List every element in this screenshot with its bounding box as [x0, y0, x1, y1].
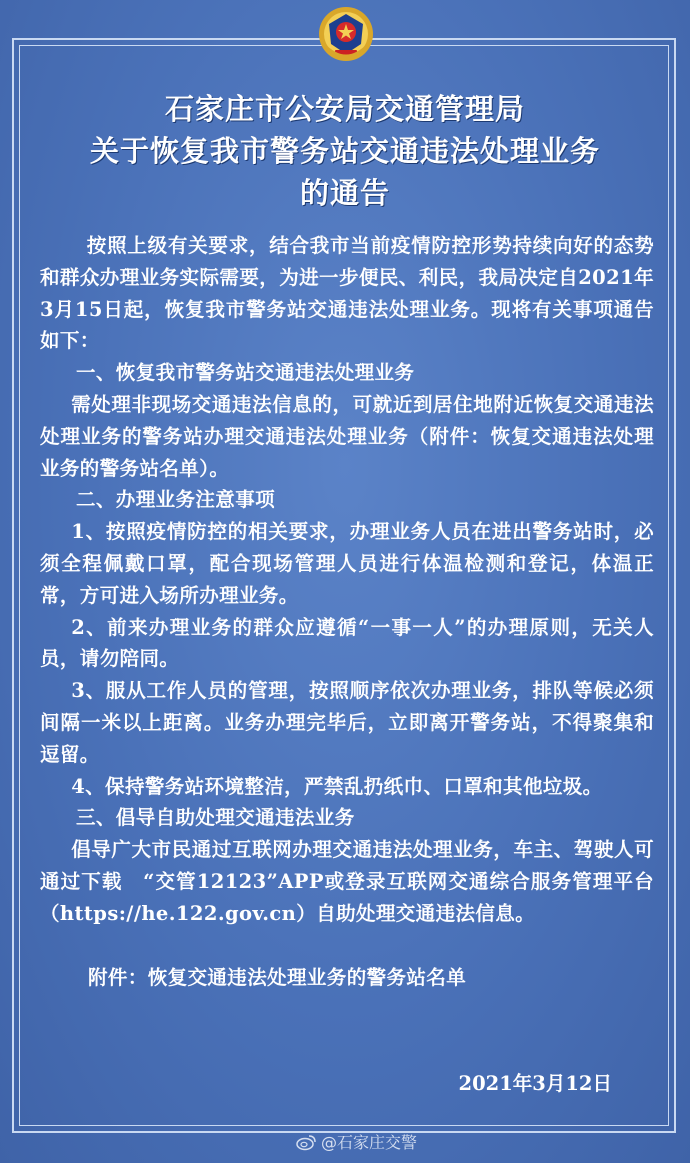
weibo-watermark	[295, 1130, 417, 1153]
item-1: 1、按照疫情防控的相关要求，办理业务人员在进出警务站时，必须全程佩戴口罩，配合现场管理人员进行体温检测和登记，体温正常，方可进入场所办理业务。	[40, 520, 654, 607]
notice-body	[40, 230, 654, 993]
notice-title	[20, 88, 670, 214]
watermark-text: @石家庄交警	[321, 1133, 418, 1152]
section-1-heading: 一、恢复我市警务站交通违法处理业务	[76, 361, 415, 385]
item-2: 2、前来办理业务的群众应遵循“一事一人”的办理原则，无关人员，请勿陪同。	[40, 615, 654, 671]
notice-date: 2021年3月12日	[458, 1072, 612, 1095]
section-3-heading: 三、倡导自助处理交通违法业务	[76, 806, 355, 830]
title-line-1: 石家庄市公安局交通管理局	[164, 92, 525, 126]
title-line-3: 的通告	[299, 176, 390, 210]
section-3-text: 倡导广大市民通过互联网办理交通违法处理业务，车主、驾驶人可通过下载 “交管12123”APP或登录互联网交通综合服务管理平台（https://he.122.gov.cn）自助处理交通违法信息。	[40, 838, 654, 925]
section-1-text: 需处理非现场交通违法信息的，可就近到居住地附近恢复交通违法处理业务的警务站办理交通违法处理业务（附件：恢复交通违法处理业务的警务站名单）。	[40, 392, 654, 480]
item-4: 4、保持警务站环境整洁，严禁乱扔纸巾、口罩和其他垃圾。	[71, 774, 603, 798]
weibo-icon	[295, 1133, 317, 1151]
title-line-2: 关于恢复我市警务站交通违法处理业务	[89, 134, 600, 168]
section-2-heading: 二、办理业务注意事项	[76, 488, 276, 512]
police-emblem-icon	[315, 4, 377, 66]
item-3: 3、服从工作人员的管理，按照顺序依次办理业务，排队等候必须间隔一米以上距离。业务办理完毕后，立即离开警务站，不得聚集和逗留。	[40, 679, 654, 766]
attachment-note: 附件：恢复交通违法处理业务的警务站名单	[88, 965, 467, 989]
intro-paragraph: 按照上级有关要求，结合我市当前疫情防控形势持续向好的态势和群众办理业务实际需要，为进一步便民、利民，我局决定自2021年3月15日起，恢复我市警务站交通违法处理业务。现将有关事项通告如下：	[40, 234, 654, 353]
